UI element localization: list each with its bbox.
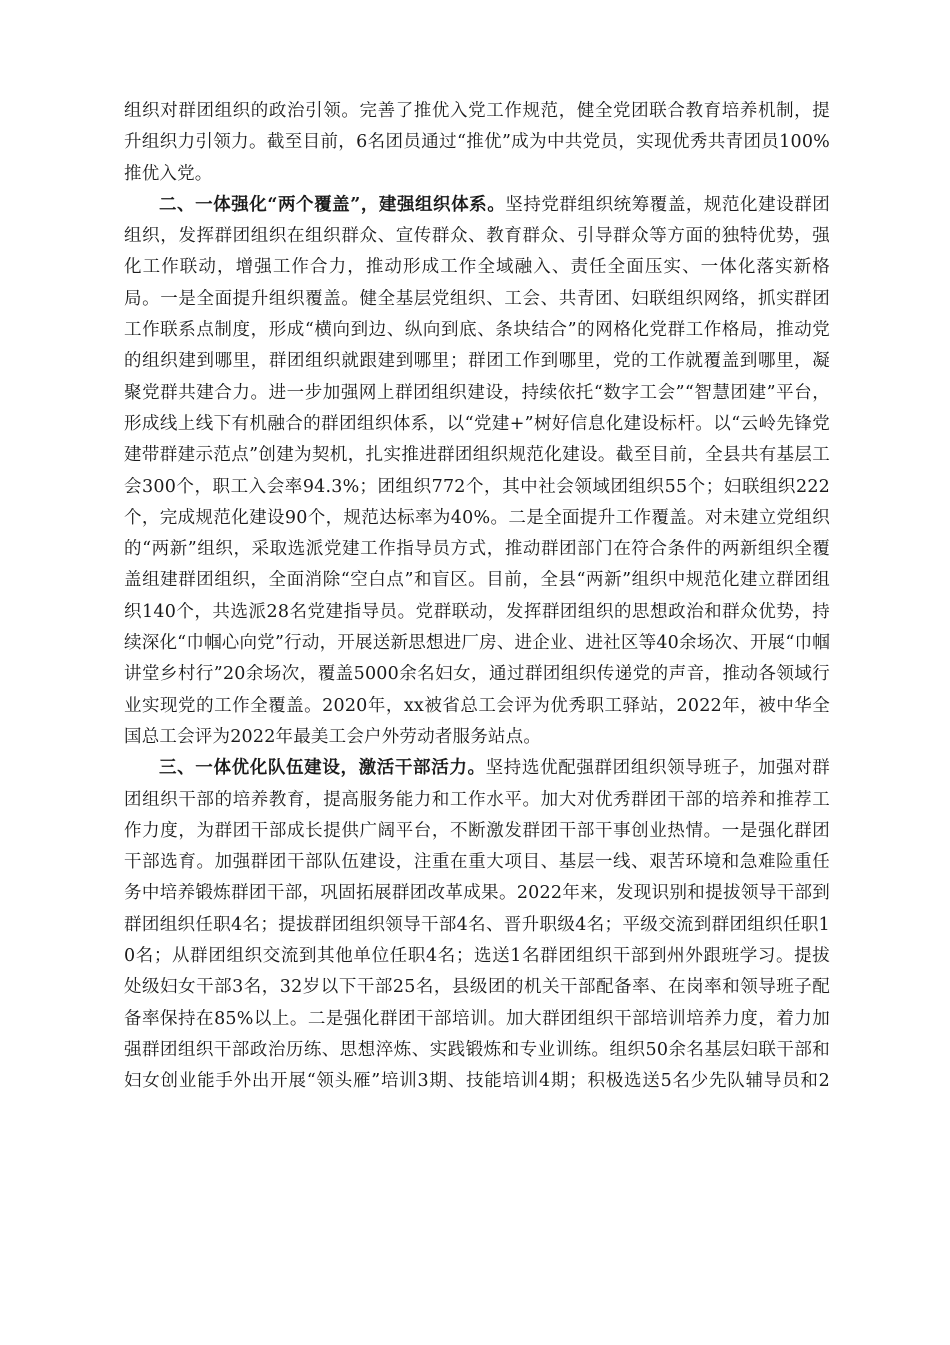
paragraph-section-three: [124, 753, 830, 1097]
paragraph-section-two: [124, 190, 830, 753]
section-heading: 二、一体强化“两个覆盖”，建强组织体系。: [159, 194, 506, 215]
document-page: [124, 96, 830, 1098]
section-heading: 三、一体优化队伍建设，激活干部活力。: [159, 758, 486, 779]
paragraph-text: 组织对群团组织的政治引领。完善了推优入党工作规范，健全党团联合教育培养机制，提升组织力引领力。截至目前，6名团员通过“推优”成为中共党员，实现优秀共青团员100%推优入党。: [124, 101, 830, 184]
paragraph-text: 坚持选优配强群团组织领导班子，加强对群团组织干部的培养教育，提高服务能力和工作水平。加大对优秀群团干部的培养和推荐工作力度，为群团干部成长提供广阔平台，不断激发群团干部干事创业热情。一是强化群团干部选育。加强群团干部队伍建设，注重在重大项目、基层一线、艰苦环境和急难险重任务中培养锻炼群团干部，巩固拓展群团改革成果。2022年来，发现识别和提拔领导干部到群团组织任职4名；提拔群团组织领导干部4名、晋升职级4名；平级交流到群团组织任职10名；从群团组织交流到其他单位任职4名；选送1名群团组织干部到州外跟班学习。提拔处级妇女干部3名，32岁以下干部25名，县级团的机关干部配备率、在岗率和领导班子配备率保持在85%以上。二是强化群团干部培训。加大群团组织干部培训培养力度，着力加强群团组织干部政治历练、思想淬炼、实践锻炼和专业训练。组织50余名基层妇联干部和妇女创业能手外出开展“领头雁”培训3期、技能培训4期；积极选送5名少先队辅导员和2: [124, 758, 830, 1092]
paragraph-continuation: [124, 96, 830, 190]
paragraph-text: 坚持党群组织统筹覆盖，规范化建设群团组织，发挥群团组织在组织群众、宣传群众、教育群众、引导群众等方面的独特优势，强化工作联动，增强工作合力，推动形成工作全域融入、责任全面压实、一体化落实新格局。一是全面提升组织覆盖。健全基层党组织、工会、共青团、妇联组织网络，抓实群团工作联系点制度，形成“横向到边、纵向到底、条块结合”的网格化党群工作格局，推动党的组织建到哪里，群团组织就跟建到哪里；群团工作到哪里，党的工作就覆盖到哪里，凝聚党群共建合力。进一步加强网上群团组织建设，持续依托“数字工会”“智慧团建”平台，形成线上线下有机融合的群团组织体系，以“党建+”树好信息化建设标杆。以“云岭先锋党建带群建示范点”创建为契机，扎实推进群团组织规范化建设。截至目前，全县共有基层工会300个，职工入会率94.3%；团组织772个，其中社会领域团组织55个；妇联组织222个，完成规范化建设90个，规范达标率为40%。二是全面提升工作覆盖。对未建立党组织的“两新”组织，采取选派党建工作指导员方式，推动群团部门在符合条件的两新组织全覆盖组建群团组织，全面消除“空白点”和盲区。目前，全县“两新”组织中规范化建立群团组织140个，共选派28名党建指导员。党群联动，发挥群团组织的思想政治和群众优势，持续深化“巾帼心向党”行动，开展送新思想进厂房、进企业、进社区等40余场次、开展“巾帼讲堂乡村行”20余场次，覆盖5000余名妇女，通过群团组织传递党的声音，推动各领域行业实现党的工作全覆盖。2020年，xx被省总工会评为优秀职工驿站，2022年，被中华全国总工会评为2022年最美工会户外劳动者服务站点。: [124, 194, 830, 747]
